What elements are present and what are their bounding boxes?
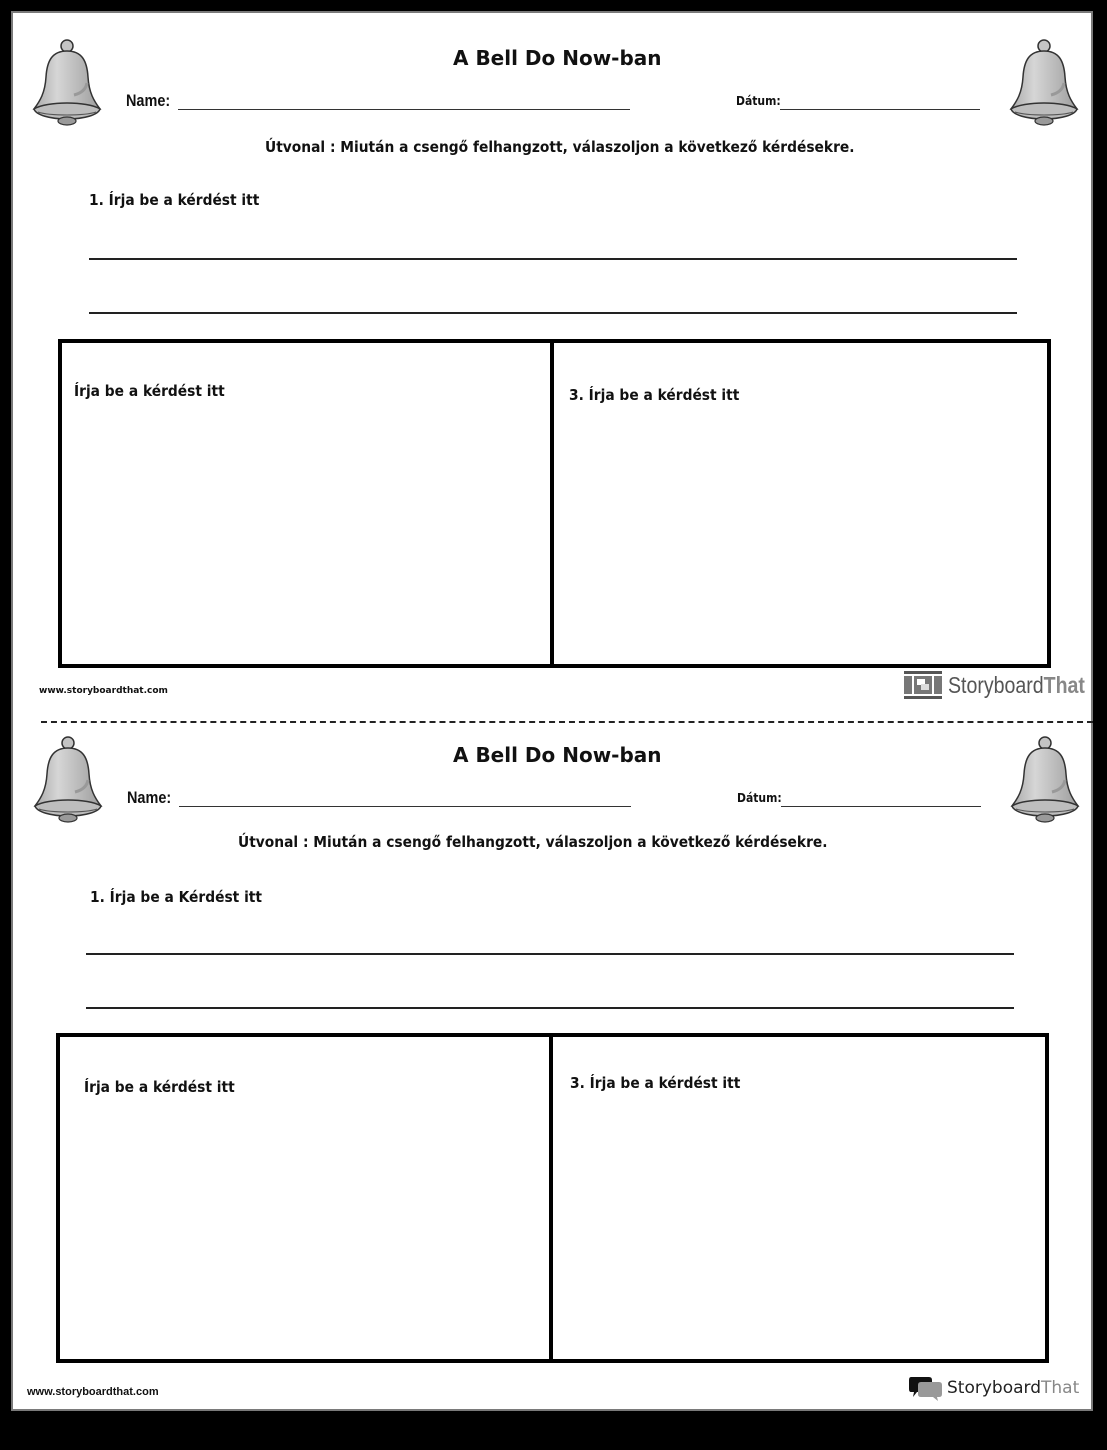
date-field[interactable] (781, 806, 981, 807)
answer-area-2[interactable] (60, 1037, 547, 1359)
name-label: Name: (127, 788, 172, 807)
answer-line[interactable] (86, 1007, 1014, 1009)
worksheet-title: A Bell Do Now-ban (453, 743, 662, 767)
bell-icon (1007, 37, 1081, 127)
bell-icon (1008, 734, 1082, 824)
date-label: Dátum: (736, 94, 781, 108)
bell-icon (31, 734, 105, 824)
box-divider (550, 339, 554, 668)
footer-url[interactable]: www.storyboardthat.com (27, 1386, 159, 1398)
name-field[interactable] (179, 806, 631, 807)
storyboard-frame-icon (904, 671, 942, 699)
worksheet-page (11, 11, 1093, 1411)
worksheet-title: A Bell Do Now-ban (453, 46, 662, 70)
logo-text: StoryboardThat (948, 671, 1085, 698)
logo-text: StoryboardThat (947, 1378, 1080, 1398)
answer-area-3[interactable] (555, 1037, 1045, 1359)
answer-line[interactable] (89, 312, 1017, 314)
answer-line[interactable] (89, 258, 1017, 260)
question-3: 3. Írja be a kérdést itt (570, 1074, 741, 1092)
storyboardthat-logo (909, 1375, 1079, 1401)
name-field[interactable] (178, 109, 630, 110)
question-2: Írja be a kérdést itt (84, 1078, 235, 1096)
directions-text: Útvonal : Miután a csengő felhangzott, válaszoljon a következő kérdésekre. (238, 833, 828, 851)
date-field[interactable] (780, 109, 980, 110)
question-3: 3. Írja be a kérdést itt (569, 386, 740, 404)
answer-area-2[interactable] (62, 343, 548, 664)
answer-area-3[interactable] (556, 343, 1047, 664)
chat-bubbles-icon (909, 1375, 943, 1401)
name-label: Name: (126, 91, 171, 110)
directions-text: Útvonal : Miután a csengő felhangzott, válaszoljon a következő kérdésekre. (265, 138, 855, 156)
box-divider (549, 1033, 553, 1363)
question-2: Írja be a kérdést itt (74, 382, 225, 400)
footer-url[interactable]: www.storyboardthat.com (39, 686, 168, 696)
question-1: 1. Írja be a kérdést itt (89, 191, 260, 209)
date-label: Dátum: (737, 791, 782, 805)
bell-icon (30, 37, 104, 127)
storyboardthat-logo (904, 671, 1107, 699)
question-1: 1. Írja be a Kérdést itt (90, 888, 262, 906)
cut-line (41, 721, 1093, 723)
answer-line[interactable] (86, 953, 1014, 955)
